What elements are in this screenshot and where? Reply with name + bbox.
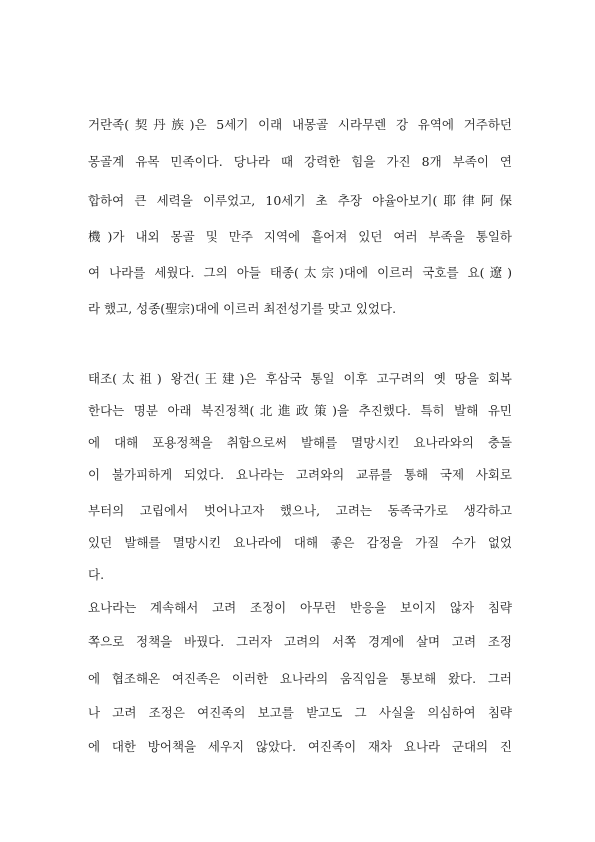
text-line: 에 협조해온 여진족은 이러한 요나라의 움직임을 통보해 왔다. 그러: [88, 671, 512, 686]
paragraph-khitan: [88, 108, 512, 326]
paragraph-liao-policy: [88, 591, 512, 764]
text-line: 태조(太祖) 왕건(王建)은 후삼국 통일 이후 고구려의 옛 땅을 회복: [88, 371, 512, 386]
text-line: 쪽으로 정책을 바꿨다. 그러자 고려의 서쪽 경계에 살며 고려 조정: [88, 634, 512, 649]
text-line: 다.: [88, 567, 105, 582]
text-line: 나 고려 조정은 여진족의 보고를 받고도 그 사실을 의심하여 침략: [88, 705, 512, 720]
text-line: 합하여 큰 세력을 이루었고, 10세기 초 추장 야율아보기(耶律阿保: [88, 193, 512, 208]
text-line: 에 대한 방어책을 세우지 않았다. 여진족이 재차 요나라 군대의 진: [88, 739, 512, 754]
text-line: 몽골계 유목 민족이다. 당나라 때 강력한 힘을 가진 8개 부족이 연: [88, 154, 512, 169]
text-line: 여 나라를 세웠다. 그의 아들 태종(太宗)대에 이르러 국호를 요(遼): [88, 265, 512, 280]
text-line: 거란족(契丹族)은 5세기 이래 내몽골 시라무렌 강 유역에 거주하던: [88, 117, 512, 132]
text-line: 라 했고, 성종(聖宗)대에 이르러 최전성기를 맞고 있었다.: [88, 301, 397, 316]
text-line: 에 대해 포용정책을 취함으로써 발해를 멸망시킨 요나라와의 충돌: [88, 435, 512, 450]
text-line: 부터의 고립에서 벗어나고자 했으나, 고려는 동족국가로 생각하고: [88, 503, 512, 518]
text-line: 이 불가피하게 되었다. 요나라는 고려와의 교류를 통해 국제 사회로: [88, 467, 512, 482]
text-line: 있던 발해를 멸망시킨 요나라에 대해 좋은 감정을 가질 수가 없었: [88, 535, 512, 550]
paragraph-wang-geon: [88, 363, 512, 591]
text-line: 機)가 내외 몽골 및 만주 지역에 흩어져 있던 여러 부족을 통일하: [88, 229, 512, 244]
text-line: 한다는 명분 아래 북진정책(北進政策)을 추진했다. 특히 발해 유민: [88, 403, 512, 418]
text-line: 요나라는 계속해서 고려 조정이 아무런 반응을 보이지 않자 침략: [88, 600, 512, 615]
